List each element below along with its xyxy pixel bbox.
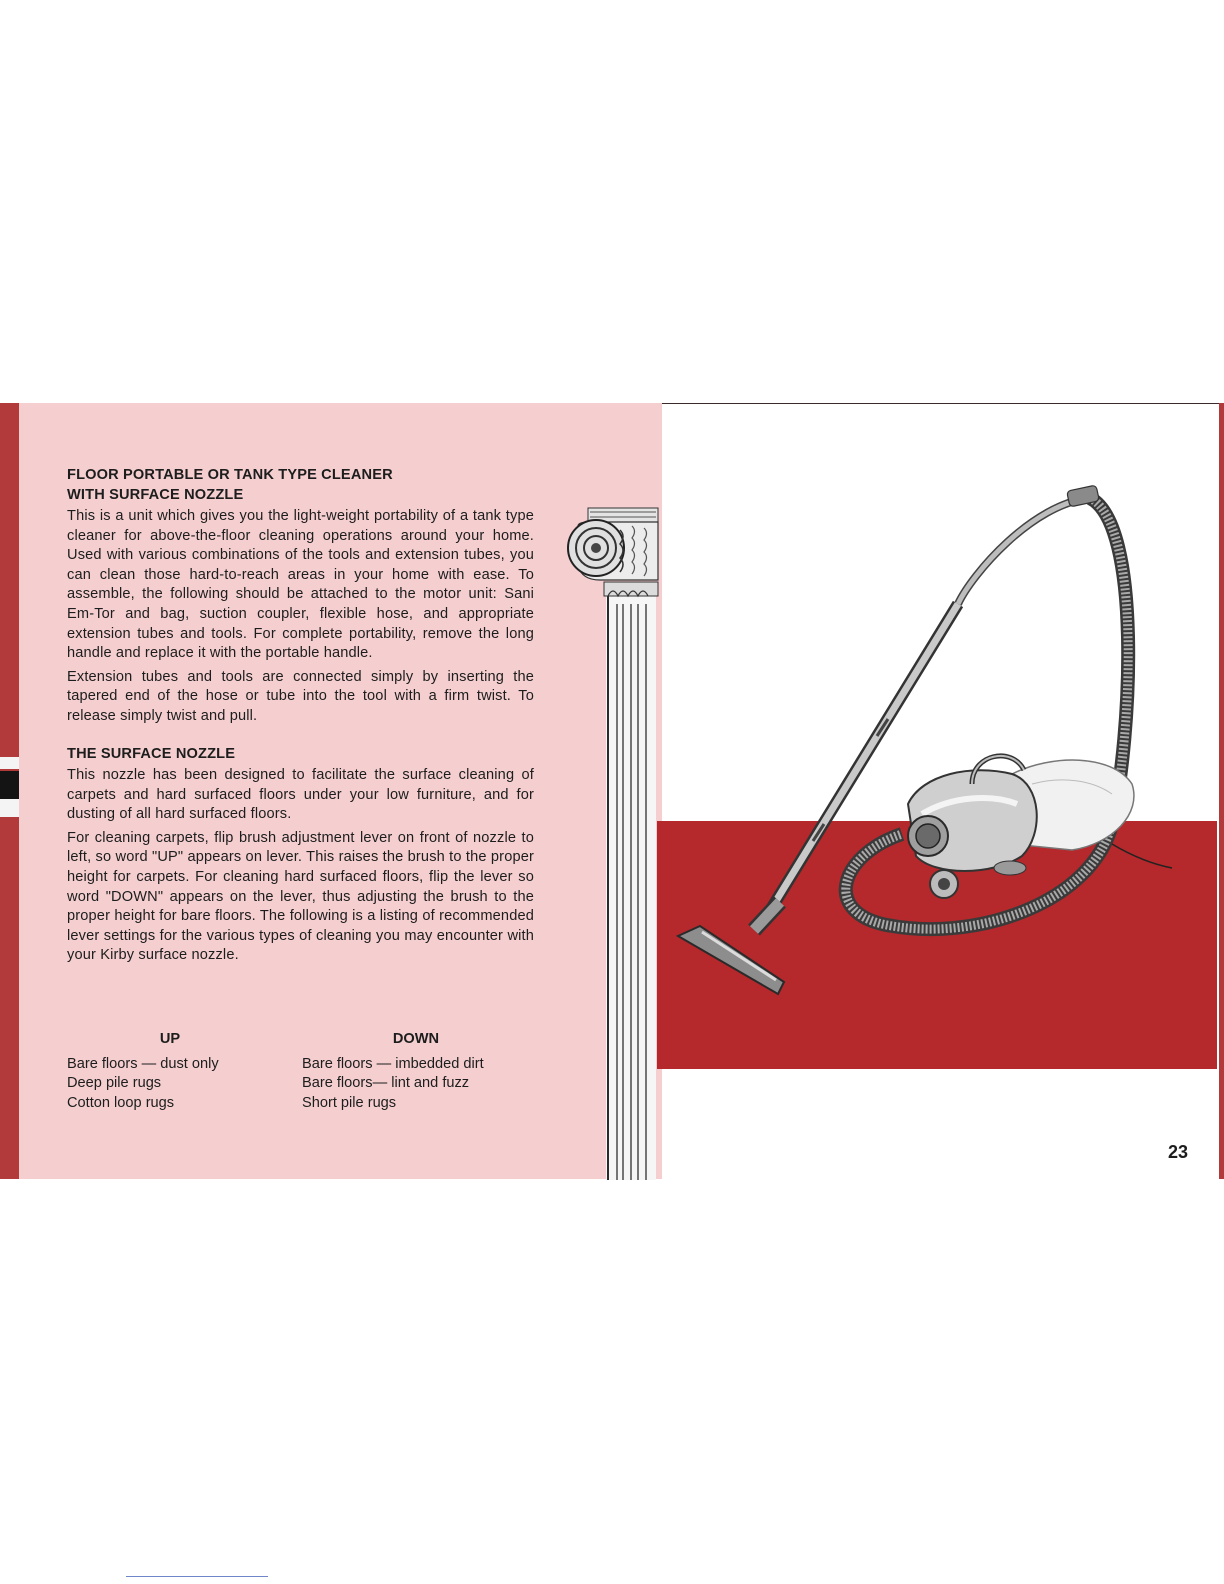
paragraph-lever-settings: For cleaning carpets, flip brush adjustment lever on front of nozzle to left, so word "UP" appears on lever. This raises the brush to the proper height for carpets. For cleaning hard surfaced floors, flip the lever so word "DOWN" appears on the lever, thus adjusting the brush to the proper height for bare floors. The following is a listing of recommended lever settings for the various types of cleaning you may encounter with your Kirby surface nozzle. (67, 829, 534, 964)
paragraph-portability: This is a unit which gives you the light-weight portability of a tank type cleaner for above-the-floor cleaning operations around your home. Used with various combinations of the tools and extension tubes, you can clean those hard-to-reach areas in your home with ease. To assemble, the following should be attached to the motor unit: Sani Em-Tor and bag, suction coupler, flexible hose, and appropriate extension tubes and tools. For complete portability, remove the long handle and replace it with the portable handle. (67, 508, 534, 662)
up-heading: UP (159, 1031, 181, 1047)
up-item: Cotton loop rugs (67, 1094, 175, 1111)
down-column (302, 1030, 542, 1113)
main-text-column (67, 466, 534, 966)
paragraph-nozzle-design: This nozzle has been designed to facilitate the surface cleaning of carpets and hard surfaced floors under your low furniture, and for dusting of all hard surfaced floors. (67, 767, 534, 823)
up-column (67, 1030, 277, 1113)
book-spine (0, 403, 19, 1179)
down-item: Short pile rugs (302, 1094, 397, 1111)
page-number: 23 (1168, 1142, 1189, 1162)
heading-line-1: FLOOR PORTABLE OR TANK TYPE CLEANER (67, 467, 393, 483)
down-heading: DOWN (392, 1031, 440, 1047)
up-item: Deep pile rugs (67, 1075, 162, 1092)
heading-line-2: WITH SURFACE NOZZLE (67, 486, 244, 503)
scan-artifact-line (126, 1576, 268, 1577)
up-item: Bare floors — dust only (67, 1055, 219, 1072)
vacuum-cleaner-icon (672, 484, 1192, 1004)
section-heading-surface-nozzle: THE SURFACE NOZZLE (67, 745, 236, 762)
right-page-edge (1219, 403, 1224, 1179)
ionic-column-icon (560, 496, 664, 1180)
paragraph-extension-tubes: Extension tubes and tools are connected simply by inserting the tapered end of the hose or tube into the tool with a firm twist. To release simply twist and pull. (67, 668, 534, 724)
section-heading-floor-portable (67, 466, 534, 505)
down-item: Bare floors — imbedded dirt (302, 1055, 484, 1072)
down-item: Bare floors— lint and fuzz (302, 1075, 470, 1092)
